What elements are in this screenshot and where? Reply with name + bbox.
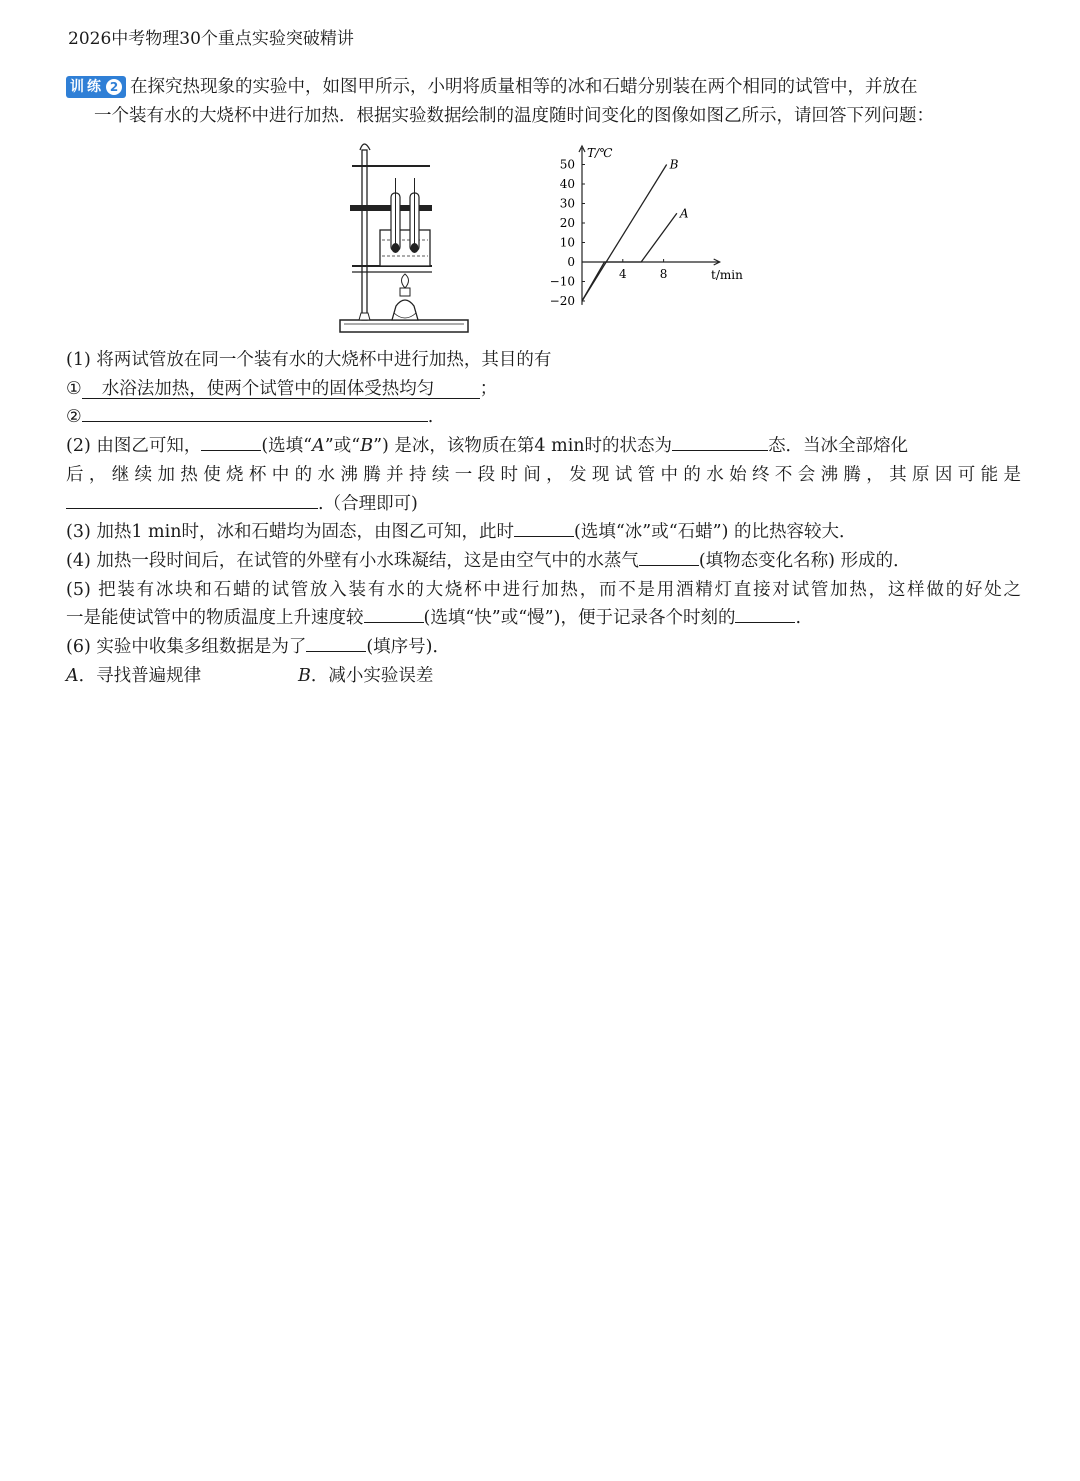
y-tick-label: 30	[559, 196, 575, 211]
q6-option-a-letter: A	[66, 665, 79, 686]
badge-label: 训练	[70, 79, 104, 95]
q3-text-1: (3) 加热1 min时，冰和石蜡均为固态，由图乙可知，此时	[66, 522, 515, 543]
q3-blank[interactable]	[514, 518, 574, 537]
q1-item1	[66, 375, 1021, 404]
q2-text-1: (2) 由图乙可知，	[66, 436, 202, 457]
q2-option-a: A	[312, 436, 325, 457]
alcohol-lamp	[392, 274, 418, 320]
graph-axes	[579, 146, 720, 305]
y-tick-label: −20	[549, 294, 575, 308]
apparatus-base	[340, 320, 468, 332]
q2-text-4: ”) 是冰，该物质在第4 min时的状态为	[373, 436, 673, 457]
q4-text-2: (填物态变化名称) 形成的．	[698, 550, 911, 571]
q4-blank[interactable]	[639, 547, 699, 566]
training-badge	[66, 76, 126, 98]
q6-text-1: (6) 实验中收集多组数据是为了	[66, 637, 307, 658]
questions-section	[66, 346, 1021, 690]
q6-option-a-text: ．寻找普遍规律	[78, 665, 202, 686]
item1-end: ；	[479, 378, 498, 399]
series-label-b: B	[669, 157, 679, 172]
q4-text-1: (4) 加热一段时间后，在试管的外壁有小水珠凝结，这是由空气中的水蒸气	[66, 550, 639, 571]
y-tick-label: 10	[559, 235, 575, 250]
badge-number: 2	[106, 79, 122, 95]
q1-answer-blank-1[interactable]	[82, 380, 480, 399]
item2-end: .	[427, 407, 434, 428]
q6-options	[66, 662, 1021, 691]
q2-text-5: 态．当冰全部熔化	[768, 436, 909, 457]
item1-mark: ①	[66, 378, 82, 399]
q2-line2: 后，继续加热使烧杯中的水沸腾并持续一段时间，发现试管中的水始终不会沸腾，其原因可能是	[66, 464, 1021, 485]
y-tick-label: −10	[549, 274, 575, 289]
q2-blank-2[interactable]	[672, 432, 768, 451]
page-header-title: 2026中考物理30个重点实验突破精讲	[68, 29, 354, 49]
y-tick-label: 0	[567, 255, 575, 269]
q6-option-b[interactable]	[298, 662, 433, 691]
q5-line1: (5) 把装有冰块和石蜡的试管放入装有水的大烧杯中进行加热，而不是用酒精灯直接对试管加热，这样做的好处之	[66, 579, 1021, 600]
q6-blank[interactable]	[306, 633, 366, 652]
q1-answer-1-text: 水浴法加热，使两个试管中的固体受热均匀	[101, 378, 435, 399]
q5-text-1: 一是能使试管中的物质温度上升速度较	[66, 608, 364, 629]
q4-line	[66, 547, 1021, 576]
q5-text-2: (选填“快”或“慢”)，便于记录各个时刻的	[423, 608, 736, 629]
q2-text-2: (选填“	[261, 436, 313, 457]
q5-line2	[66, 604, 1021, 633]
graph-series	[582, 158, 689, 302]
temperature-time-graph	[545, 144, 765, 334]
q1-answer-blank-2[interactable]	[82, 403, 428, 422]
figures-area	[330, 138, 760, 338]
q5-blank-1[interactable]	[364, 604, 424, 623]
graph-x-label: t/min	[711, 268, 743, 282]
q2-text-6: .（合理即可)	[318, 493, 418, 514]
q2-option-b: B	[360, 436, 374, 457]
x-tick-label: 4	[618, 267, 627, 281]
q6-text-2: (填序号)．	[366, 637, 451, 658]
graph-y-ticks	[550, 158, 585, 309]
q3-line	[66, 518, 1021, 547]
x-tick-label: 8	[659, 267, 668, 281]
intro-line-1: 在探究热现象的实验中，如图甲所示，小明将质量相等的冰和石蜡分别装在两个相同的试管中，并放在	[130, 77, 918, 97]
q2-line3	[66, 490, 1021, 519]
q1-item2	[66, 403, 1021, 432]
intro-line-2: 一个装有水的大烧杯中进行加热．根据实验数据绘制的温度随时间变化的图像如图乙所示，请回答下列问题：	[94, 106, 934, 126]
q2-line1	[66, 432, 1021, 461]
q5-text-3: .	[795, 608, 802, 629]
beaker	[380, 230, 430, 266]
item2-mark: ②	[66, 407, 82, 428]
y-tick-label: 20	[559, 216, 575, 230]
q6-option-b-text: ．减小实验误差	[310, 665, 434, 686]
y-tick-label: 40	[559, 177, 575, 191]
q6-option-a[interactable]	[66, 662, 298, 691]
series-line-a	[582, 213, 677, 301]
graph-y-label: T/℃	[587, 146, 613, 160]
q2-text-3: ”或“	[324, 436, 361, 457]
q5-blank-2[interactable]	[735, 604, 795, 623]
q6-option-b-letter: B	[298, 665, 311, 686]
question-intro	[66, 73, 1021, 131]
q2-blank-1[interactable]	[201, 432, 261, 451]
q1-stem: (1) 将两试管放在同一个装有水的大烧杯中进行加热，其目的有	[66, 350, 552, 370]
q6-line	[66, 633, 1021, 662]
q2-blank-3[interactable]	[66, 490, 318, 509]
y-tick-label: 50	[559, 157, 575, 172]
series-label-a: A	[679, 206, 689, 221]
q3-text-2: (选填“冰”或“石蜡”) 的比热容较大．	[574, 522, 857, 543]
